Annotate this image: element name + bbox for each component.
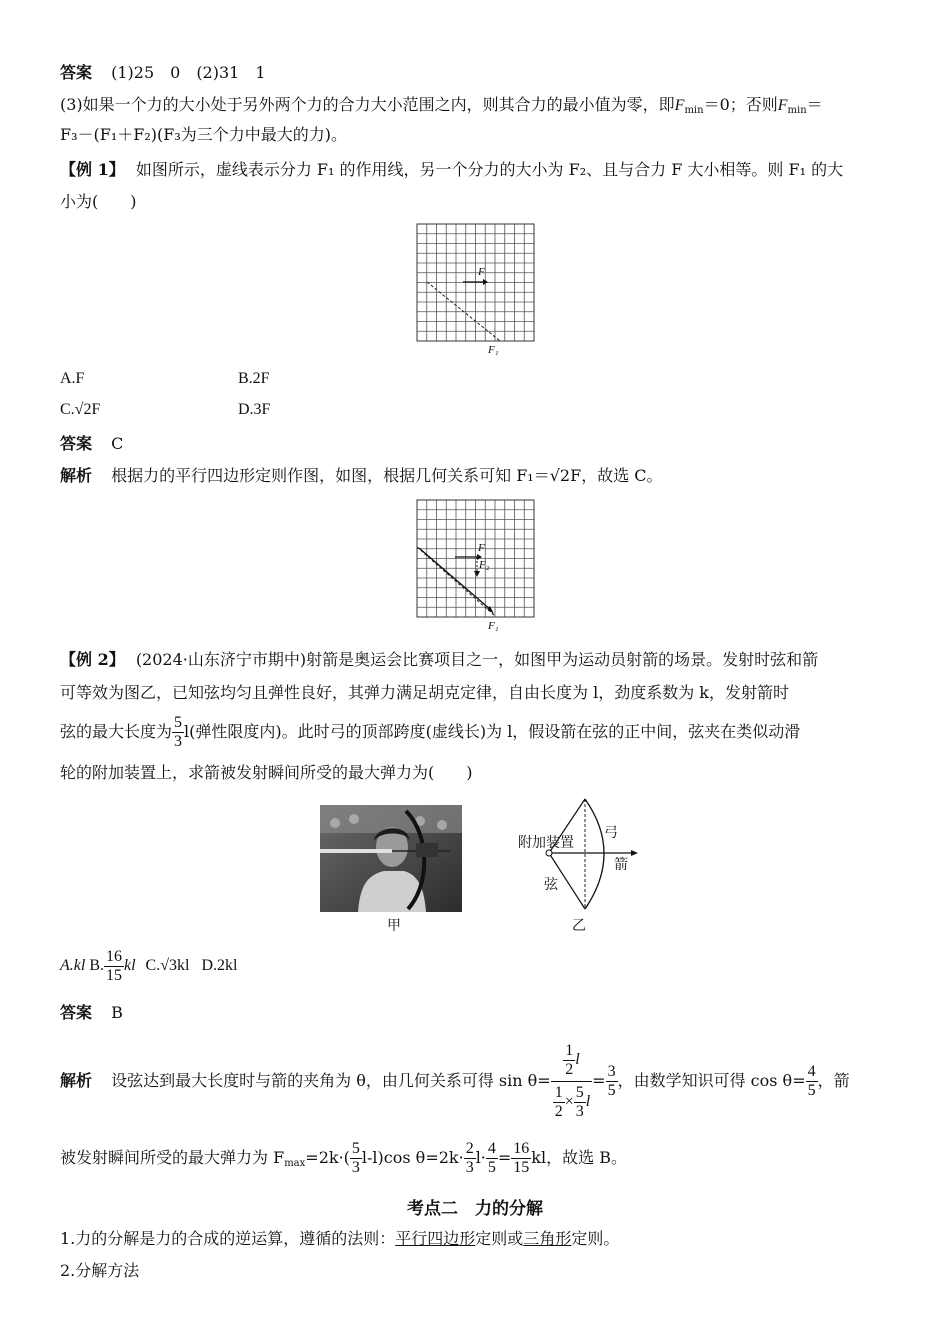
ex2-line3-post: l(弹性限度内)。此时弓的顶部跨度(虚线长)为 l，假设箭在弦的正中间，弦夹在类似动滑 <box>184 722 801 741</box>
underline-triangle: 三角形 <box>523 1229 572 1248</box>
section-p1 <box>60 1228 619 1250</box>
ex2-analysis-b: = <box>592 1071 606 1090</box>
fraction-2-3: $\frac{2}{3}$ <box>465 1140 474 1176</box>
archer-photo <box>320 805 462 912</box>
section-p1-b: 定则或 <box>475 1229 524 1248</box>
para3-eq0: ＝0；否则 <box>703 95 778 114</box>
ex2-options <box>60 946 237 986</box>
ex2-text1: (2024·山东济宁市期中)射箭是奥运会比赛项目之一，如图甲为运动员射箭的场景。发射时弦和箭 <box>135 650 819 669</box>
answer-line-1 <box>60 62 266 84</box>
ex2-line3 <box>60 712 800 752</box>
ex2-analysis2-d: l· <box>475 1148 486 1167</box>
fraction-16-15: $\frac{16}{15}$ <box>513 1140 530 1176</box>
max-subscript: max <box>284 1158 306 1169</box>
answer-text: (1)25 0 (2)31 1 <box>111 63 266 82</box>
ex2-analysis2-e: = <box>497 1148 512 1167</box>
ex1-tag: 【例 1】 <box>60 160 125 179</box>
ex2-line2: 可等效为图乙，已知弦均匀且弹性良好，其弹力满足胡克定律，自由长度为 l，劲度系数为 k，发射箭时 <box>60 683 789 702</box>
label-string: 弦 <box>544 877 558 893</box>
f2-arrowhead <box>474 571 480 577</box>
ex1-option-c: C.√2F <box>60 401 101 418</box>
label-bow: 弓 <box>604 825 618 841</box>
ex1-analysis-label: 解析 <box>60 466 93 485</box>
section-title: 考点二 力的分解 <box>407 1199 543 1219</box>
ex2-option-b-pre: B. <box>89 957 104 974</box>
label-arrow: 箭 <box>614 857 628 873</box>
ex2-analysis2-b: =2k·( <box>305 1148 350 1167</box>
fig2-label-f: F <box>478 542 485 554</box>
fig1-label-f: F <box>478 266 485 278</box>
para3-eq: ＝ <box>806 95 823 114</box>
caption-jia: 甲 <box>387 918 401 934</box>
section-p1-a: 1.力的分解是力的合成的逆运算，遵循的法则： <box>60 1229 396 1248</box>
ex2-line1 <box>60 649 818 671</box>
label-device: 附加装置 <box>518 835 574 851</box>
ex1-line2: 小为( ) <box>60 192 137 211</box>
fig2-label-f2: F₂ <box>479 559 490 571</box>
ex1-line1 <box>60 159 843 181</box>
fig1-label-f1: F₁ <box>488 344 499 356</box>
ex2-analysis2-a: 被发射瞬间所受的最大弹力为 F <box>60 1148 285 1167</box>
ex2-line4: 轮的附加装置上，求箭被发射瞬间所受的最大弹力为( ) <box>60 763 473 782</box>
ex1-analysis-figure <box>415 498 540 638</box>
para3-line2: F₃－(F₁＋F₂)(F₃为三个力中最大的力)。 <box>60 125 348 144</box>
ex1-option-a: A.F <box>60 370 85 387</box>
ex2-answer: B <box>111 1003 123 1022</box>
bow-arc <box>585 799 604 909</box>
ex1-analysis-line <box>60 465 663 487</box>
ex1-option-d: D.3F <box>238 401 271 418</box>
arrow-head <box>631 850 638 856</box>
ex2-option-c: C.√3kl <box>145 957 190 974</box>
ex1-answer-label: 答案 <box>60 434 93 453</box>
ex2-analysis2-c: l-l)cos θ=2k· <box>361 1148 464 1167</box>
ex1-analysis: 根据力的平行四边形定则作图，如图，根据几何关系可知 F₁＝√2F，故选 C。 <box>111 466 663 485</box>
ex2-option-b-frac: $\frac{16}{15}$ <box>106 947 122 984</box>
ex1-text1: 如图所示，虚线表示分力 F₁ 的作用线，另一个分力的大小为 F₂、且与合力 F 大小相等。则 F₁ 的大 <box>135 160 844 179</box>
fraction-4-5: $\frac{4}{5}$ <box>807 1063 816 1099</box>
grid-lines-2 <box>417 500 534 617</box>
fraction-5-3-b: $\frac{5}{3}$ <box>351 1140 360 1176</box>
para3-text: (3)如果一个力的大小处于另外两个力的合力大小范围之内，则其合力的最小值为零，即 <box>60 95 675 114</box>
ex2-tag: 【例 2】 <box>60 650 125 669</box>
ex2-option-b-post: kl <box>124 957 136 974</box>
ex2-analysis-c: ，由数学知识可得 cos θ= <box>617 1071 806 1090</box>
ex1-answer: C <box>111 434 124 453</box>
fmin-symbol: F <box>674 97 685 114</box>
ex2-analysis-a: 设弦达到最大长度时与箭的夹角为 θ，由几何关系可得 sin θ= <box>111 1071 551 1090</box>
ex2-answer-label: 答案 <box>60 1003 93 1022</box>
ex2-option-a: A.kl <box>60 957 86 974</box>
ex2-analysis-line1 <box>60 1038 850 1124</box>
ex1-answer-line <box>60 433 123 455</box>
min-subscript: min <box>684 105 704 116</box>
underline-parallelogram: 平行四边形 <box>395 1229 476 1248</box>
ex2-option-d: D.2kl <box>201 957 238 974</box>
ex1-option-b: B.2F <box>238 370 270 387</box>
answer-label: 答案 <box>60 63 93 82</box>
para3-line1 <box>60 94 823 122</box>
ex2-analysis-label: 解析 <box>60 1071 93 1090</box>
caption-yi: 乙 <box>572 918 586 934</box>
fraction-5-3: $\frac{5}{3}$ <box>174 714 183 750</box>
ex2-line3-pre: 弦的最大长度为 <box>60 722 173 741</box>
section-p1-c: 定则。 <box>571 1229 620 1248</box>
min-subscript-2: min <box>787 105 807 116</box>
ex2-answer-line <box>60 1002 123 1024</box>
fraction-4-5-b: $\frac{4}{5}$ <box>487 1140 496 1176</box>
ex2-analysis-line2 <box>60 1136 627 1186</box>
ex2-analysis-d: ，箭 <box>817 1071 850 1090</box>
ex1-grid-figure <box>415 222 540 362</box>
fraction-3-5: $\frac{3}{5}$ <box>607 1063 616 1099</box>
fig2-label-f1: F₁ <box>488 620 499 632</box>
ex2-analysis2-f: kl，故选 B。 <box>531 1148 627 1167</box>
compound-fraction: $\frac{1}{2}$ l $\frac{1}{2}$ × $\frac{5}{3}$ l <box>551 1042 592 1121</box>
fmin-symbol-2: F <box>777 97 788 114</box>
section-p2: 2.分解方法 <box>60 1261 140 1280</box>
